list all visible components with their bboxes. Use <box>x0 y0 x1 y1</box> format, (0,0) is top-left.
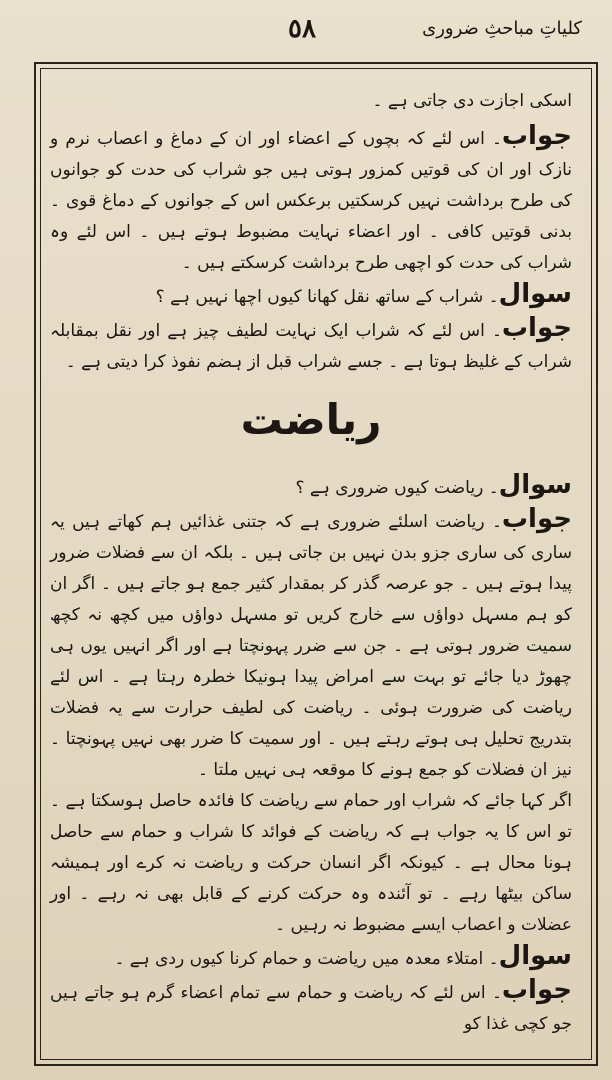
question-label: سوال <box>498 279 572 309</box>
running-header <box>0 14 612 54</box>
question-label: سوال <box>498 941 572 971</box>
question-paragraph <box>50 279 572 313</box>
question-text: ۔ شراب کے ساتھ نقل کھانا کیوں اچھا نہیں ہے ؟ <box>155 287 499 307</box>
answer-label: جواب <box>501 121 572 151</box>
answer-paragraph <box>50 121 572 279</box>
answer-label: جواب <box>501 313 572 343</box>
paragraph <box>50 86 572 117</box>
answer-text: ۔ ریاضت اسلئے ضروری ہے کہ جتنی غذائیں ہم کھاتے ہیں یہ ساری کی ساری جزو بدن نہیں بن جاتی ہیں ۔ بلکہ ان سے فضلات ضرور پیدا ہوتے ہیں ۔ جو عرصہ گذر کر بمقدار کثیر جمع ہو جاتے ہیں ۔ اگر ان کو ہم مسہل دواؤں سے خارج کریں تو مسہل دواؤں میں کچھ نہ کچھ سمیت ضرور ہوتی ہے ۔ جن سے ضرر پہونچتا ہے اور اگر انہیں یوں ہی چھوڑ دیا جائے تو بہت سے امراض پیدا ہونیکا خطرہ رہتا ہے ۔ اس لئے ریاضت کی ضرورت ہوئی ۔ ریاضت کی لطیف حرارت سے یہ فضلات بتدریج تحلیل ہی ہوتے رہتے ہیں ۔ اور سمیت کا ضرر بھی نہیں پہونچتا ۔ نیز ان فضلات کو جمع ہونے کا موقعہ ہی نہیں ملتا ۔ <box>50 512 572 780</box>
answer-label: جواب <box>501 504 572 534</box>
question-label: سوال <box>498 470 572 500</box>
paragraph-text: اگر کہا جائے کہ شراب اور حمام سے ریاضت کا فائدہ حاصل ہوسکتا ہے ۔ تو اس کا یہ جواب ہے کہ ریاضت کے فوائد کا شراب و حمام سے حاصل ہونا محال ہے ۔ کیونکہ اگر انسان حرکت و ریاضت نہ کرے اور ہمیشہ ساکن بیٹھا رہے ۔ تو آئندہ وہ حرکت کرنے کے قابل بھی نہ رہے ۔ اور عضلات و اعصاب ایسے مضبوط نہ رہیں ۔ <box>50 791 572 935</box>
question-paragraph <box>50 470 572 504</box>
page-number: ٥٨ <box>288 14 316 44</box>
answer-text: ۔ اس لئے کہ بچوں کے اعضاء اور ان کے دماغ و اعصاب نرم و نازک اور ان کی قوتیں کمزور ہوتی ہیں جو شراب کی حدت کو جوانوں کی طرح برداشت نہیں کرسکتیں برعکس اس کے جوانوں کے دماغ قوی ۔ بدنی قوتیں کافی ۔ اور اعضاء نہایت مضبوط ہوتے ہیں ۔ اس لئے وہ شراب کی حدت کو اچھی طرح برداشت کرسکتے ہیں ۔ <box>50 129 572 273</box>
answer-text: ۔ اس لئے کہ شراب ایک نہایت لطیف چیز ہے اور نقل بمقابلہ شراب کے غلیظ ہوتا ہے ۔ جسے شراب قبل از ہضم نفوذ کرا دیتی ہے ۔ <box>50 321 572 372</box>
section-heading: ریاضت <box>240 395 382 444</box>
paragraph-text: اسکی اجازت دی جاتی ہے ۔ <box>372 91 572 111</box>
paragraph <box>50 786 572 941</box>
answer-paragraph <box>50 504 572 786</box>
question-text: ۔ امتلاء معدہ میں ریاضت و حمام کرنا کیوں ردی ہے ۔ <box>114 949 499 969</box>
answer-paragraph <box>50 313 572 378</box>
running-title: کلیاتِ مباحثِ ضروری <box>422 18 582 39</box>
body-text <box>50 86 572 1040</box>
question-text: ۔ ریاضت کیوں ضروری ہے ؟ <box>295 478 499 498</box>
answer-label: جواب <box>501 975 572 1005</box>
answer-paragraph <box>50 975 572 1040</box>
answer-text: ۔ اس لئے کہ ریاضت و حمام سے تمام اعضاء گرم ہو جاتے ہیں جو کچی غذا کو <box>50 983 572 1034</box>
question-paragraph <box>50 941 572 975</box>
